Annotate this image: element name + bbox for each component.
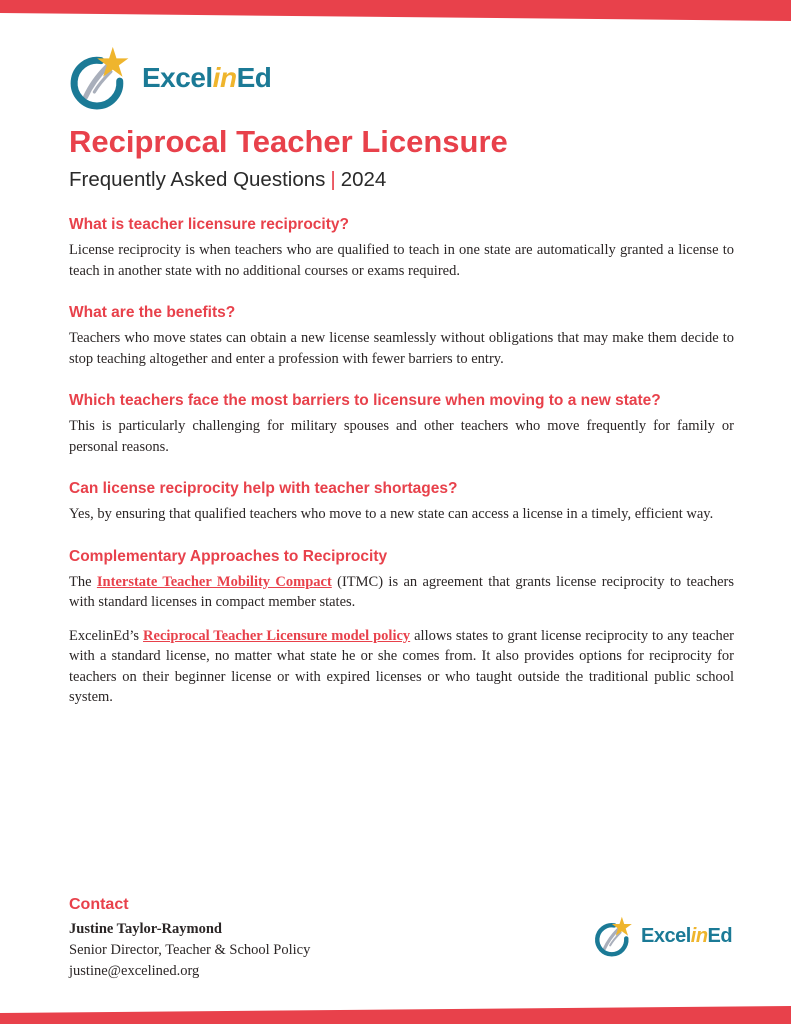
page-subtitle [69, 167, 734, 193]
section-paragraph [69, 572, 734, 613]
subtitle-text: Frequently Asked Questions [69, 168, 326, 191]
excelined-wordmark [641, 925, 732, 948]
section-paragraph [69, 328, 734, 369]
page-title: Reciprocal Teacher Licensure [69, 124, 508, 159]
paragraph-text: (ITMC) is an agreement that grants license reciprocity to teachers with standard licenses in compact member states. [69, 573, 735, 610]
paragraph-text: Yes, by ensuring that qualified teachers who move to a new state can access a license in a timely, efficient way. [69, 506, 714, 522]
section-heading: Which teachers face the most barriers to licensure when moving to a new state? [69, 392, 661, 409]
paragraph-text: The [69, 573, 97, 590]
paragraph-text: allows states to grant license reciprocity to any teacher with a standard license, no matter what state he or she comes from. It also provides options for reciprocity for teachers on their beginner license or with expired licenses or who taught outside the traditional public school system. [69, 627, 734, 705]
paragraph-text: License reciprocity is when teachers who are qualified to teach in one state are automatically granted a license to teach in another state with no additional courses or exams required. [69, 242, 734, 279]
section-heading: What is teacher licensure reciprocity? [69, 216, 349, 233]
section-heading: Complementary Approaches to Reciprocity [69, 547, 388, 565]
faq-section-3 [69, 391, 734, 457]
itmc-link[interactable]: Interstate Teacher Mobility Compact [96, 573, 332, 590]
faq-sections [69, 215, 734, 708]
contact-name: Justine Taylor-Raymond [69, 920, 222, 937]
paragraph-text: Teachers who move states can obtain a new license seamlessly without obligations that may make them decide to stop teaching altogether and enter a profession with fewer barriers to entry. [69, 330, 734, 367]
wordmark-in: in [690, 925, 708, 947]
subtitle-year: 2024 [340, 168, 387, 191]
contact-heading: Contact [69, 895, 129, 913]
section-paragraph [69, 240, 734, 281]
section-heading: Can license reciprocity help with teacher shortages? [69, 480, 458, 497]
section-paragraph [69, 416, 734, 457]
section-paragraph [69, 626, 734, 708]
model-policy-link[interactable]: Reciprocal Teacher Licensure model policy [143, 627, 411, 644]
wordmark-excel: Excel [142, 62, 213, 93]
footer-band [0, 1005, 791, 1024]
wordmark-excel: Excel [641, 925, 691, 947]
excelined-star-icon [594, 916, 636, 957]
excelined-wordmark [142, 62, 271, 94]
wordmark-in: in [212, 62, 237, 93]
paragraph-text: This is particularly challenging for military spouses and other teachers who move frequently for family or personal reasons. [69, 418, 734, 455]
wordmark-ed: Ed [236, 62, 272, 93]
contact-role: Senior Director, Teacher & School Policy [69, 941, 311, 958]
section-paragraph [69, 504, 734, 525]
subtitle-separator: | [330, 168, 336, 191]
excelined-star-icon [69, 46, 135, 110]
paragraph-text: ExcelinEd’s [69, 627, 144, 644]
contact-email: justine@excelined.org [69, 962, 200, 979]
faq-section-4 [69, 479, 734, 525]
faq-section-1 [69, 215, 734, 281]
excelined-logo-bottom [594, 916, 732, 957]
excelined-logo-top [69, 46, 734, 110]
faq-section-2 [69, 303, 734, 369]
faq-section-5 [69, 547, 734, 708]
wordmark-ed: Ed [707, 925, 733, 947]
section-heading: What are the benefits? [69, 304, 236, 321]
